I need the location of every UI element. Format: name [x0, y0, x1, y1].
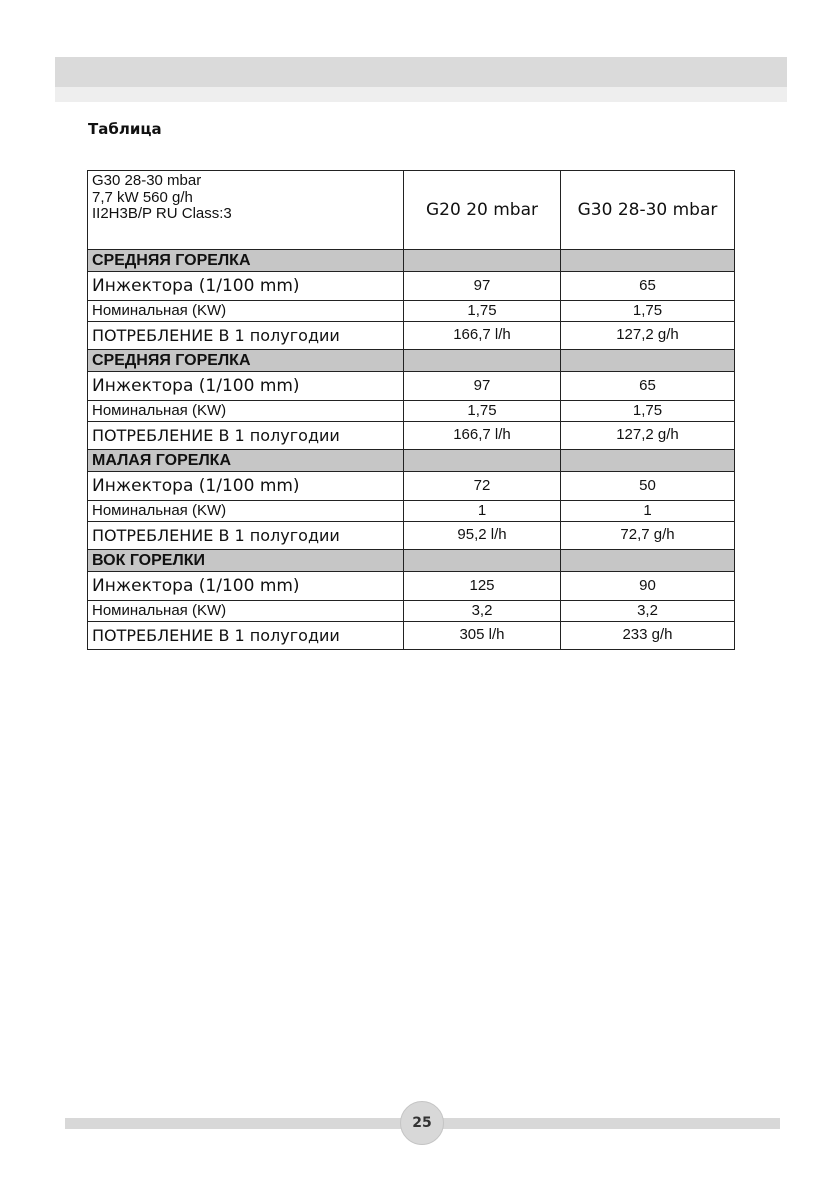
- info-line: 7,7 kW 560 g/h: [92, 188, 193, 206]
- table-row: [88, 622, 735, 650]
- row-label: Инжектора (1/100 mm): [88, 572, 404, 601]
- value-g30: 233 g/h: [561, 622, 735, 650]
- row-label: Инжектора (1/100 mm): [88, 472, 404, 501]
- value-g20: 166,7 l/h: [404, 422, 561, 450]
- row-label: ПОТРЕБЛЕНИЕ В 1 полугодии: [88, 422, 404, 450]
- value-g20: 305 l/h: [404, 622, 561, 650]
- value-g20: 166,7 l/h: [404, 322, 561, 350]
- column-header-g20: G20 20 mbar: [404, 171, 561, 250]
- appliance-info-cell: [88, 171, 404, 250]
- group-blank-cell: [561, 550, 735, 572]
- group-blank-cell: [561, 350, 735, 372]
- value-g20: 1,75: [404, 301, 561, 322]
- group-blank-cell: [561, 250, 735, 272]
- row-label: Номинальная (KW): [88, 301, 404, 322]
- row-label: ПОТРЕБЛЕНИЕ В 1 полугодии: [88, 522, 404, 550]
- group-header-row: [88, 450, 735, 472]
- table-row: [88, 401, 735, 422]
- group-blank-cell: [404, 250, 561, 272]
- group-blank-cell: [404, 350, 561, 372]
- table-header-row: [88, 171, 735, 250]
- value-g30: 1: [561, 501, 735, 522]
- value-g30: 127,2 g/h: [561, 322, 735, 350]
- value-g20: 72: [404, 472, 561, 501]
- value-g20: 1: [404, 501, 561, 522]
- group-blank-cell: [404, 450, 561, 472]
- value-g30: 90: [561, 572, 735, 601]
- row-label: ПОТРЕБЛЕНИЕ В 1 полугодии: [88, 622, 404, 650]
- table-row: [88, 272, 735, 301]
- table-row: [88, 422, 735, 450]
- value-g30: 1,75: [561, 301, 735, 322]
- table-row: [88, 522, 735, 550]
- row-label: ПОТРЕБЛЕНИЕ В 1 полугодии: [88, 322, 404, 350]
- info-line: G30 28-30 mbar: [92, 172, 202, 189]
- value-g30: 50: [561, 472, 735, 501]
- value-g30: 72,7 g/h: [561, 522, 735, 550]
- info-line: II2H3B/P RU Class:3: [92, 205, 232, 222]
- page-number-badge: [400, 1101, 444, 1145]
- value-g30: 1,75: [561, 401, 735, 422]
- value-g20: 97: [404, 372, 561, 401]
- table-row: [88, 322, 735, 350]
- group-header-row: [88, 250, 735, 272]
- group-header-row: [88, 550, 735, 572]
- row-label: Номинальная (KW): [88, 601, 404, 622]
- section-title: Таблица: [88, 120, 162, 138]
- table-row: [88, 601, 735, 622]
- burner-spec-table: [87, 170, 735, 650]
- page-number: 25: [412, 1115, 432, 1131]
- header-band: [55, 57, 787, 87]
- value-g30: 3,2: [561, 601, 735, 622]
- group-title: СРЕДНЯЯ ГОРЕЛКА: [88, 350, 404, 372]
- group-header-row: [88, 350, 735, 372]
- value-g20: 3,2: [404, 601, 561, 622]
- group-blank-cell: [404, 550, 561, 572]
- table-row: [88, 372, 735, 401]
- row-label: Инжектора (1/100 mm): [88, 272, 404, 301]
- group-title: ВОК ГОРЕЛКИ: [88, 550, 404, 572]
- table-row: [88, 472, 735, 501]
- group-title: МАЛАЯ ГОРЕЛКА: [88, 450, 404, 472]
- row-label: Инжектора (1/100 mm): [88, 372, 404, 401]
- value-g20: 125: [404, 572, 561, 601]
- row-label: Номинальная (KW): [88, 501, 404, 522]
- header-band-lower: [55, 87, 787, 102]
- group-title: СРЕДНЯЯ ГОРЕЛКА: [88, 250, 404, 272]
- value-g30: 127,2 g/h: [561, 422, 735, 450]
- value-g20: 97: [404, 272, 561, 301]
- row-label: Номинальная (KW): [88, 401, 404, 422]
- group-blank-cell: [561, 450, 735, 472]
- table-row: [88, 572, 735, 601]
- column-header-g30: G30 28-30 mbar: [561, 171, 735, 250]
- value-g30: 65: [561, 272, 735, 301]
- value-g20: 1,75: [404, 401, 561, 422]
- table-row: [88, 301, 735, 322]
- table-row: [88, 501, 735, 522]
- value-g30: 65: [561, 372, 735, 401]
- value-g20: 95,2 l/h: [404, 522, 561, 550]
